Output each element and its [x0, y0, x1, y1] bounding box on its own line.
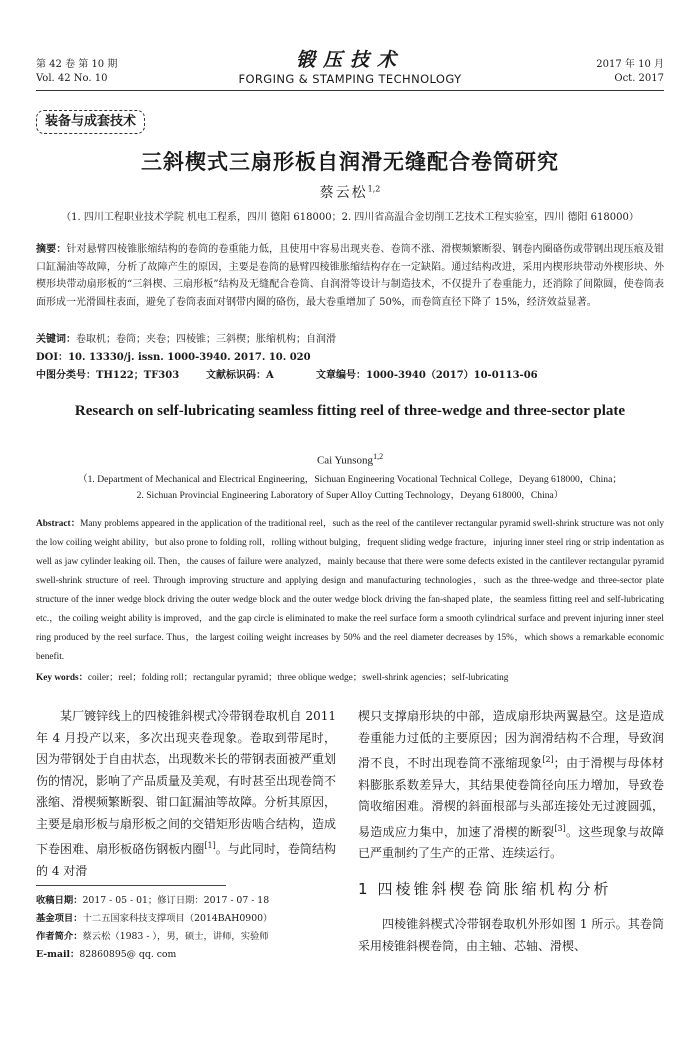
abstract-label-cn: 摘要： [36, 244, 67, 255]
body-right-paragraph [358, 706, 664, 865]
author-cn [0, 182, 700, 202]
author-sup-en: 1,2 [373, 452, 384, 461]
clc-value: TH122；TF303 [96, 370, 180, 381]
section-1-heading [358, 878, 612, 899]
footnote-received [36, 892, 336, 910]
author-name-en: Cai Yunsong [316, 454, 374, 467]
journal-title-en: FORGING & STAMPING TECHNOLOGY [238, 72, 462, 86]
author-bio-value: 蔡云松（1983 - ），男，硕士，讲师，实验师 [82, 931, 269, 942]
header-rule [36, 90, 664, 91]
abstract-label-en: Abstract： [36, 519, 81, 529]
section-1-paragraph: 四棱锥斜楔式冷带钢卷取机外形如图 1 所示。其卷筒采用棱锥斜楔卷筒，由主轴、芯轴、滑楔、 [358, 917, 664, 953]
received-value: 2017 - 05 - 01；修订日期：2017 - 07 - 18 [82, 895, 270, 906]
keywords-text-en: coiler；reel；folding roll；rectangular pyramid；three oblique wedge；swell-shrink agencies；self-lubricating [87, 673, 509, 683]
doc-code-value: A [266, 370, 274, 381]
citation-1: [1] [204, 841, 216, 850]
footnote-fund [36, 910, 336, 928]
column-tag: 装备与成套技术 [36, 110, 145, 134]
article-no-label: 文章编号： [316, 370, 366, 381]
section-1-title: 四棱锥斜楔卷筒胀缩机构分析 [377, 880, 612, 898]
abstract-en [36, 515, 664, 667]
header-date [596, 58, 664, 86]
journal-title-cn: 锻压技术 [295, 49, 404, 71]
doc-code-label: 文献标识码： [206, 370, 266, 381]
footnotes [36, 892, 336, 964]
affiliation-en-line-1: （1. Department of Mechanical and Electrical Engineering，Sichuan Engineering Vocational Technical College，Deyang 618000，China； [78, 474, 622, 485]
body-right-text-a: 楔只支撑扇形块的中部，造成扇形块两翼悬空。这是造成卷重能力过低的主要原因；因为润滑结构不合理，导致润滑不良，不时出现卷筒不涨缩现象 [358, 709, 664, 770]
abstract-cn [36, 241, 664, 311]
doi-text: 10. 13330/j. issn. 1000-3940. 2017. 10. 020 [68, 352, 311, 363]
paper-title-cn: 三斜楔式三扇形板自润滑无缝配合卷筒研究 [141, 150, 559, 174]
fund-label: 基金项目： [36, 913, 83, 924]
section-1-number: 1 [358, 880, 368, 898]
body-right-text-c: 。这些现象与故障已严重制约了生产的正常、连续运行。 [358, 824, 664, 860]
author-sup-cn: 1,2 [367, 184, 381, 194]
abstract-text-cn: 针对悬臂四棱锥胀缩结构的卷筒的卷重能力低，且使用中容易出现夹卷、卷筒不涨、滑楔频繁断裂、钢卷内圈硌伤或带钢出现压痕及钳口缸漏油等故障，分析了故障产生的原因，主要是卷筒的悬臂四棱锥胀缩结构存在一定缺陷。通过结构改进，采用内楔形块带动外楔形块、外楔形块带动扇形板的“三斜楔、三扇形板”结构及无缝配合卷筒、自润滑等设计与制造技术，不仅提升了卷重能力，还消除了间隙圆，使卷筒表面形成一光滑圆柱表面，避免了卷筒表面对钢带内圈的硌伤，最大卷重增加了 50%，而卷筒直径下降了 15%，经济效益显著。 [36, 244, 665, 308]
keywords-cn [36, 331, 664, 349]
author-name-cn: 蔡云松 [319, 185, 368, 201]
author-bio-label: 作者简介： [36, 931, 83, 942]
keywords-label-en: Key words： [36, 673, 88, 683]
date-en: Oct. 2017 [614, 73, 664, 84]
footnote-email [36, 946, 336, 964]
journal-masthead [0, 48, 700, 86]
abstract-text-en: Many problems appeared in the application of the traditional reel，such as the reel of the cantilever rectangular pyramid swell-shrink structure was not only the low coiling weight ability，but also prone to folding roll，rolling without bulging，frequent sliding wedge fracture，injuring inner steel ring or strip indentation as well as jaw cylinder leaking oil. Then，the causes of failure were analyzed，mainly because that there were some defects existed in the cantilever rectangular pyramid swell-shrink structure of reel. Through improving structure and applying design and manufacturing technologies，such as the three-wedge and three-sector plate structure of the inner wedge block driving the outer wedge block and the outer wedge block driving the fan-shaped plate，the seamless fitting reel and self-lubricating etc.，the coiling weight ability is improved，and the gap circle is eliminated to make the reel surface form a smooth cylindrical surface and prevent injuring inner steel ring produced by the reel surface. Thus，the largest coiling weight increases by 50% and the reel diameter decreases by 15%，which shows a remarkable economic benefit. [36, 519, 664, 662]
doi-label: DOI： [36, 352, 69, 363]
affiliation-cn: （1. 四川工程职业技术学院 机电工程系，四川 德阳 618000；2. 四川省高温合金切削工艺技术工程实验室，四川 德阳 618000） [61, 212, 639, 223]
article-no-value: 1000-3940（2017）10-0113-06 [366, 370, 538, 381]
body-left-text-a: 某厂镀锌线上的四棱锥斜楔式冷带钢卷取机自 2011 年 4 月投产以来，多次出现夹卷现象。卷取到带尾时，因为带钢处于自由状态，出现数米长的带钢表面被严重划伤的情况，影响了产品质量及美观，有时甚至出现卷筒不涨缩、滑楔频繁断裂、钳口缸漏油等故障。分析其原因，主要是扇形板与扇形板之间的交错矩形齿啮合结构，造成下卷困难、扇形板硌伤钢板内圈 [36, 709, 337, 856]
classification-line [36, 367, 664, 385]
paper-title-en: Research on self-lubricating seamless fitting reel of three-wedge and three-sector plate [74, 403, 626, 419]
volume-cn: 第 42 卷 第 10 期 [36, 59, 118, 70]
body-right-text-b: ；由于滑楔与母体材料膨胀系数差异大，其结果使卷筒径向压力增加，导致卷筒收缩困难。滑楔的斜面根部与头部连接处无过渡圆弧，易造成应力集中，加速了滑楔的断裂 [358, 756, 664, 839]
date-cn: 2017 年 10 月 [596, 59, 664, 70]
keywords-text-cn: 卷取机；卷筒；夹卷；四棱锥；三斜楔；胀缩机构；自润滑 [76, 334, 336, 345]
footnote-rule [36, 885, 226, 886]
volume-en: Vol. 42 No. 10 [36, 73, 108, 84]
affiliation-en-line-2: 2. Sichuan Provincial Engineering Laboratory of Super Alloy Cutting Technology，Deyang 618000，China） [136, 490, 564, 501]
keywords-label-cn: 关键词： [36, 334, 76, 345]
email-value: 82860895@ qq. com [79, 949, 177, 960]
clc-label: 中图分类号： [36, 370, 96, 381]
citation-3: [3] [554, 823, 566, 833]
body-left-paragraph [36, 706, 336, 882]
email-label: E-mail： [36, 949, 80, 960]
body-left-text-b: 。与此同时，卷筒结构的 4 对滑 [36, 842, 336, 878]
fund-value: 十二五国家科技支撑项目（2014BAH0900） [82, 913, 273, 924]
affiliation-en [30, 472, 670, 504]
doi [36, 349, 664, 367]
received-label: 收稿日期： [36, 895, 83, 906]
citation-2: [2] [542, 755, 554, 764]
footnote-author [36, 928, 336, 946]
author-en [0, 452, 700, 467]
keywords-en [36, 669, 664, 683]
